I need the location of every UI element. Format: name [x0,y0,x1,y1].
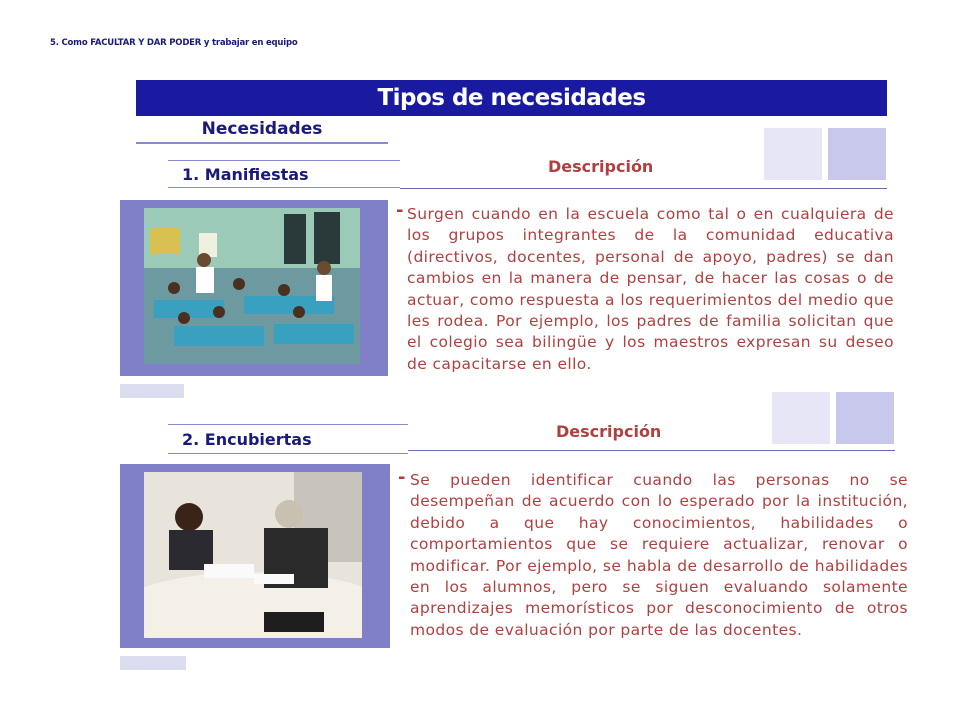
slide-header-note: 5. Como FACULTAR Y DAR PODER y trabajar en equipo [50,38,298,48]
section-description-encubiertas: Se pueden identificar cuando las personas no se desempeñan de acuerdo con lo esperado por la institución, debido a que hay conocimientos, habilidades o comportamientos que se requiere actualizar, renovar o modificar. Por ejemplo, se habla de desarrollo de habilidades en los alumnos, pero se siguen evaluando solamente aprendizajes memorísticos por desconocimiento de otros modos de evaluación por parte de las docentes. [410,471,908,639]
photo-frame [120,200,388,376]
divider [400,188,887,189]
decor-square-dark [836,392,894,444]
section-heading-encubiertas: 2. Encubiertas [168,424,408,454]
bullet-dash: - [398,467,406,488]
decor-square-light [772,392,830,444]
section-description-manifiestas: Surgen cuando en la escuela como tal o en cualquiera de los grupos integrantes de la comunidad educativa (directivos, docentes, personal de apoyo, padres) se dan cambios en la manera de pensar, de hacer las cosas o de actuar, como respuesta a los requerimientos del medio que les rodea. Por ejemplo, los padres de familia solicitan que el colegio sea bilingüe y los maestros expresan su deseo de capacitarse en ello. [407,205,894,373]
bullet-dash: - [396,200,404,221]
meeting-photo [144,472,362,638]
description-title: Descripción [556,422,662,441]
description-title: Descripción [548,157,654,176]
decor-square-dark [828,128,886,180]
photo-frame [120,464,390,648]
section-heading-manifiestas: 1. Manifiestas [168,160,400,188]
classroom-photo [144,208,360,364]
photo-caption-chip [120,656,186,670]
decor-square-light [764,128,822,180]
necesidades-label: Necesidades [136,116,388,144]
divider [408,450,895,451]
page-title-banner: Tipos de necesidades [136,80,887,116]
photo-caption-chip [120,384,184,398]
